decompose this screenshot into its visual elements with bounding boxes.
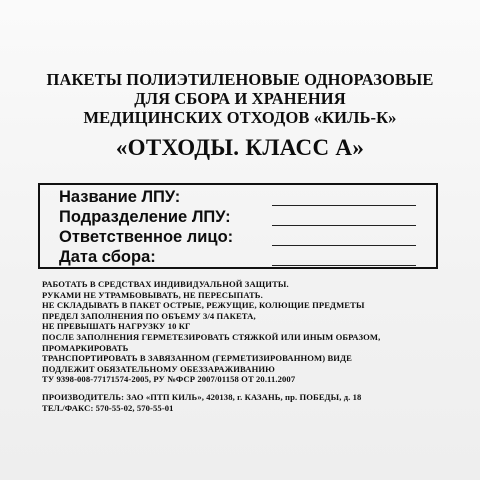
handling-instructions bbox=[42, 279, 462, 385]
waste-class-title: «ОТХОДЫ. КЛАСС А» bbox=[115, 135, 365, 160]
instruction-line: ПОСЛЕ ЗАПОЛНЕНИЯ ГЕРМЕТЕЗИРОВАТЬ СТЯЖКОЙ ИЛИ ИНЫМ ОБРАЗОМ, bbox=[42, 331, 381, 342]
form-row-responsible bbox=[59, 228, 436, 250]
header-line-1: ПАКЕТЫ ПОЛИЭТИЛЕНОВЫЕ ОДНОРАЗОВЫЕ bbox=[46, 70, 434, 89]
form-blank-institution bbox=[272, 205, 416, 206]
instruction-line: НЕ СКЛАДЫВАТЬ В ПАКЕТ ОСТРЫЕ, РЕЖУЩИЕ, КОЛЮЩИЕ ПРЕДМЕТЫ bbox=[42, 300, 365, 311]
form-blank-date bbox=[272, 265, 416, 266]
label-form-box bbox=[38, 183, 438, 269]
instruction-line: НЕ ПРЕВЫШАТЬ НАГРУЗКУ 10 КГ bbox=[42, 321, 191, 332]
form-blank-department bbox=[272, 225, 416, 226]
instruction-line: ПРОМАРКИРОВАТЬ bbox=[42, 342, 129, 353]
manufacturer-info bbox=[42, 392, 462, 413]
header-line-3: МЕДИЦИНСКИХ ОТХОДОВ «КИЛЬ-К» bbox=[83, 108, 397, 127]
header-line-2: ДЛЯ СБОРА И ХРАНЕНИЯ bbox=[134, 89, 346, 108]
instruction-line: ПОДЛЕЖИТ ОБЯЗАТЕЛЬНОМУ ОБЕЗЗАРАЖИВАНИЮ bbox=[42, 363, 275, 374]
instruction-line: ТУ 9398-008-77171574-2005, РУ №ФСР 2007/01158 ОТ 20.11.2007 bbox=[42, 374, 296, 385]
form-row-institution bbox=[59, 188, 436, 210]
form-label-date: Дата сбора: bbox=[59, 248, 156, 266]
instruction-line: РАБОТАТЬ В СРЕДСТВАХ ИНДИВИДУАЛЬНОЙ ЗАЩИТЫ. bbox=[42, 279, 289, 289]
form-row-date bbox=[59, 248, 436, 270]
form-row-department bbox=[59, 208, 436, 230]
manufacturer-phone: ТЕЛ./ФАКС: 570-55-02, 570-55-01 bbox=[42, 402, 174, 413]
manufacturer-address: ПРОИЗВОДИТЕЛЬ: ЗАО «ПТП КИЛЬ», 420138, г. КАЗАНЬ, пр. ПОБЕДЫ, д. 18 bbox=[42, 392, 362, 402]
instruction-line: РУКАМИ НЕ УТРАМБОВЫВАТЬ, НЕ ПЕРЕСЫПАТЬ. bbox=[42, 289, 263, 300]
instruction-line: ПРЕДЕЛ ЗАПОЛНЕНИЯ ПО ОБЪЕМУ 3/4 ПАКЕТА, bbox=[42, 310, 256, 321]
form-label-institution: Название ЛПУ: bbox=[59, 188, 181, 206]
form-label-responsible: Ответственное лицо: bbox=[59, 228, 234, 246]
instruction-line: ТРАНСПОРТИРОВАТЬ В ЗАВЯЗАННОМ (ГЕРМЕТИЗИРОВАННОМ) ВИДЕ bbox=[42, 353, 352, 364]
bag-header bbox=[0, 70, 480, 163]
form-label-department: Подразделение ЛПУ: bbox=[59, 208, 231, 226]
form-blank-responsible bbox=[272, 245, 416, 246]
